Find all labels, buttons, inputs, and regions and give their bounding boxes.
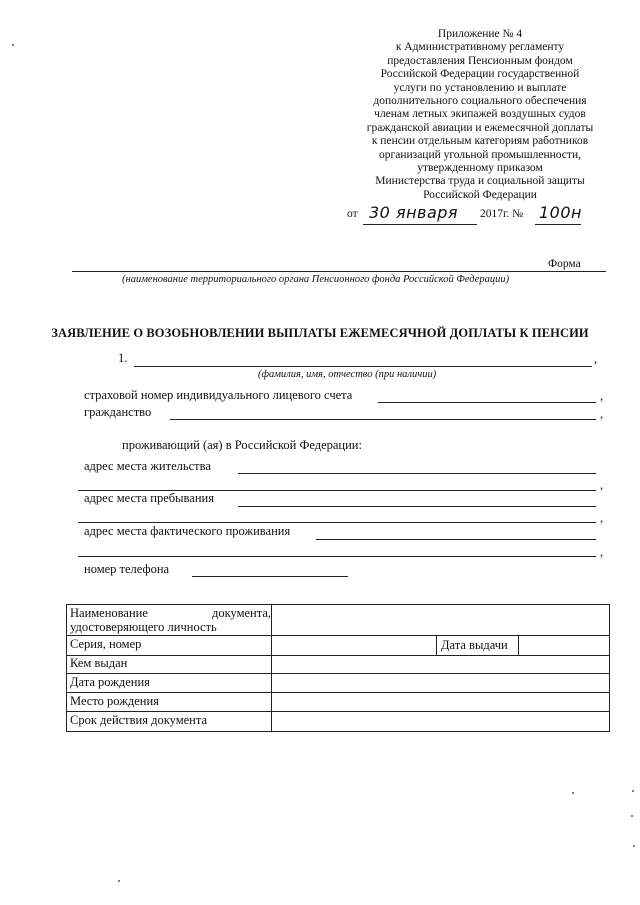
order-year: 2017г. №: [480, 208, 524, 220]
appendix-line: Российской Федерации государственной: [380, 68, 580, 81]
residence-comma: ,: [600, 478, 604, 492]
doc-name-label-3: удостоверяющего личность: [70, 620, 217, 634]
issue-date-input[interactable]: [520, 636, 609, 654]
snils-label: страховой номер индивидуального лицевого счета: [84, 388, 353, 402]
birth-place-label: Место рождения: [70, 694, 159, 708]
actual-address-line-2[interactable]: [78, 556, 596, 557]
residing-label: проживающий (ая) в Российской Федерации:: [122, 438, 362, 452]
birth-place-input[interactable]: [273, 693, 609, 711]
issued-by-label: Кем выдан: [70, 656, 128, 670]
stay-comma: ,: [600, 511, 604, 525]
validity-label: Срок действия документа: [70, 713, 208, 727]
fio-line[interactable]: [134, 366, 592, 367]
appendix-line: гражданской авиации и ежемесячной доплаты: [366, 121, 594, 134]
birth-date-input[interactable]: [273, 674, 609, 692]
appendix-line: членам летных экипажей воздушных судов: [374, 108, 586, 121]
issued-by-input[interactable]: [273, 656, 609, 673]
doc-name-input[interactable]: [273, 606, 609, 634]
form-label: Форма: [548, 258, 581, 270]
appendix-line: к пенсии отдельным категориям работников: [371, 135, 589, 148]
snils-comma: ,: [600, 389, 604, 403]
order-reference: [347, 204, 597, 224]
validity-input[interactable]: [273, 712, 609, 731]
actual-address-comma: ,: [600, 545, 604, 559]
territorial-body-caption: (наименование территориального органа Пенсионного фонда Российской Федерации): [122, 274, 510, 285]
scan-speck: [572, 792, 574, 794]
order-number-line: [535, 224, 581, 225]
stay-label: адрес места пребывания: [84, 491, 214, 505]
appendix-line: организаций угольной промышленности,: [379, 148, 581, 161]
actual-address-line-1[interactable]: [316, 539, 596, 540]
fio-caption: (фамилия, имя, отчество (при наличии): [258, 369, 437, 380]
doc-name-label-1: Наименование: [70, 606, 148, 620]
appendix-line: к Административному регламенту: [395, 41, 565, 54]
order-from-label: от: [347, 208, 358, 220]
appendix-line: Приложение № 4: [437, 28, 523, 40]
scan-speck: [631, 815, 633, 817]
order-date-handwritten: 30 января: [369, 203, 459, 222]
appendix-line: услуги по установлению и выплате: [393, 81, 567, 94]
citizenship-comma: ,: [600, 407, 604, 421]
birth-date-label: Дата рождения: [70, 675, 150, 689]
issue-date-label: Дата выдачи: [441, 638, 508, 652]
appendix-line: утвержденному приказом: [417, 162, 543, 175]
phone-line[interactable]: [192, 576, 348, 577]
residence-label: адрес места жительства: [84, 459, 211, 473]
phone-label: номер телефона: [84, 562, 170, 576]
citizenship-label: гражданство: [84, 405, 152, 419]
actual-address-label: адрес места фактического проживания: [84, 524, 291, 538]
citizenship-line[interactable]: [170, 419, 596, 420]
appendix-line: дополнительного социального обеспечения: [373, 95, 587, 108]
series-number-input[interactable]: [273, 636, 435, 654]
order-number-handwritten: 100н: [539, 203, 582, 222]
order-date-line: [363, 224, 477, 225]
scan-speck: [12, 44, 14, 46]
stay-line-1[interactable]: [238, 506, 596, 507]
territorial-body-line[interactable]: [72, 271, 606, 272]
stay-line-2[interactable]: [78, 522, 596, 523]
appendix-line: Российской Федерации: [423, 188, 537, 201]
appendix-header: [330, 28, 630, 202]
scan-speck: [633, 845, 635, 847]
item-number: 1.: [118, 351, 128, 365]
scan-speck: [632, 790, 634, 792]
fio-comma: ,: [594, 352, 598, 366]
series-number-label: Серия, номер: [70, 637, 142, 651]
appendix-line: предоставления Пенсионным фондом: [387, 54, 573, 67]
document-title: ЗАЯВЛЕНИЕ О ВОЗОБНОВЛЕНИИ ВЫПЛАТЫ ЕЖЕМЕСЯЧНОЙ ДОПЛАТЫ К ПЕНСИИ: [51, 326, 589, 340]
scan-speck: [118, 880, 120, 882]
appendix-line: Министерства труда и социальной защиты: [375, 175, 585, 188]
doc-name-label-2: документа,: [212, 606, 272, 620]
snils-line[interactable]: [378, 402, 596, 403]
residence-line-1[interactable]: [238, 473, 596, 474]
